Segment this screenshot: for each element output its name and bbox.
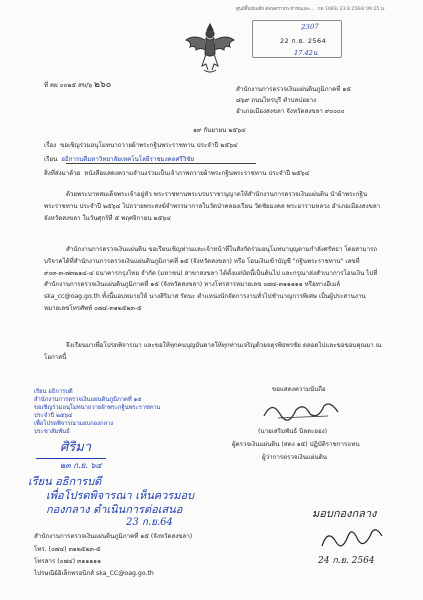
routing-line-6: ประชาสัมพันธ์ bbox=[34, 429, 70, 435]
received-date: 22 ก.ย. 2564 bbox=[280, 37, 327, 45]
signature-closing: ขอแสดงความนับถือ bbox=[272, 386, 326, 393]
recipient-underline bbox=[66, 163, 256, 164]
office-line-2: ๘๖๙ ถนนไทรบุรี ตำบลบ่อยาง bbox=[236, 97, 317, 104]
received-time: 17.42น bbox=[294, 49, 318, 57]
office-line-1: สำนักงานการตรวจเงินแผ่นดินภูมิภาคที่ ๑๕ bbox=[236, 86, 351, 93]
handwritten-date: 23 ก.ย.64 bbox=[126, 517, 173, 528]
routing-line-2: สำนักงานการตรวจเงินแผ่นดินภูมิภาคที่ ๑๕ bbox=[34, 397, 142, 403]
recipient-line: เรียน อธิการบดีมหาวิทยาลัยเทคโนโลยีราชมงคลศรีวิชัย bbox=[44, 156, 195, 163]
signer-title-1: ผู้ตรวจเงินแผ่นดิน (สตง ๑๕) ปฏิบัติราชการแทน bbox=[232, 441, 360, 448]
document-number: ที่ คผ ๐๐๒๕ สข/๖ ๒๖๐ bbox=[44, 80, 112, 90]
footer-office: สำนักงานการตรวจเงินแผ่นดินภูมิภาคที่ ๑๕ (จังหวัดสงขลา) bbox=[34, 533, 193, 540]
received-stamp bbox=[252, 20, 342, 58]
signer-title-2: ผู้ว่าการตรวจเงินแผ่นดิน bbox=[262, 454, 328, 461]
office-line-3: อำเภอเมืองสงขลา จังหวัดสงขลา ๙๐๐๐๐ bbox=[236, 108, 345, 115]
initial-signature: ศิริมา bbox=[60, 440, 92, 455]
handwritten-line-3: กองกลาง ดำเนินการต่อเสนอ bbox=[46, 503, 183, 516]
initial-date: ๒๓ ก.ย. ๖๔ bbox=[60, 461, 102, 470]
top-stamp-text: ศูนย์สิ้นพ้นเสีย ต่อนคราประชาชนและ... กท 1083/ 23.8.2564/ 09:25 น. bbox=[236, 7, 386, 12]
body-paragraph-2: สำนักงานการตรวจเงินแผ่นดิน ขอเรียนเชิญท่านและเจ้าหน้าที่ในสังกัดร่วมอนุโมทนาบุญตามกำลังศรัทธา โดยสามารถบริจาคได้ที่สำนักงานการตรวจเงินแผ่นดินภูมิภาคที่ ๑๕ (จังหวัดสงขลา) หรือ โอนเงินเข้าบัญชี "กฐินพระราชทาน" เลขที่ ๙๐๓-๓-๗๓๒๑๔-๔ ธนาคารกรุงไทย จำกัด (มหาชน) สาขาสงขลา ได้ตั้งแต่บัดนี้เป็นต้นไป และกรุณาส่งสำเนาการโอนเงิน ไปที่สำนักงานการตรวจเงินแผ่นดินภูมิภาคที่ ๑๕ (จังหวัดสงขลา) ทางโทรสารหมายเลข ๐๗๔-๓๑๑๑๑๑ หรือทางอีเมล์ ska_cc@oag.go.th ทั้งนี้มอบหมายให้ นางสิริมาส รัตนะ ตำแหน่งนักจัดการงานทั่วไปชำนาญการพิเศษ เป็นผู้ประสานงาน หมายเลขโทรศัพท์ ๐๗๔-๓๑๒๕๒๓-๕ bbox=[44, 246, 378, 312]
subject-line: เรื่อง ขอเชิญร่วมอนุโมทนาถวายผ้าพระกฐินพระราชทาน ประจำปี ๒๕๖๔ bbox=[44, 142, 238, 149]
hand-assign-text: มอบกองกลาง bbox=[312, 507, 377, 520]
letter-date: ๑๙ กันยายน ๒๕๖๔ bbox=[193, 127, 246, 134]
routing-line-1: เรียน อธิการบดี bbox=[34, 389, 73, 395]
handwritten-line-1: เรียน อธิการบดี bbox=[28, 475, 102, 488]
footer-fax: โทรสาร (๐๗๔) ๓๑๑๑๑๑ bbox=[34, 558, 102, 565]
footer-phone: โทร. (๐๗๔) ๓๑๒๕๒๓-๕ bbox=[34, 546, 101, 553]
routing-line-3: ขอเชิญร่วมอนุโมทนาถวายผ้าพระกฐินพระราชทาน bbox=[34, 405, 161, 411]
garuda-emblem-icon bbox=[184, 20, 236, 76]
routing-line-4: ประจำปี ๒๕๖๔ bbox=[34, 413, 73, 419]
closing-paragraph: จึงเรียนมาเพื่อโปรดพิจารณา และขอให้ทุกคนบุญบันดาลให้ทุกท่านเจริญด้วยจตุรพิธพรชัย ตลอดไปและขอขอบคุณมา ณ โอกาสนี้ bbox=[44, 342, 382, 361]
footer-email: ไปรษณีย์อิเล็กทรอนิกส์ ska_CC@oag.go.th bbox=[34, 570, 154, 577]
handwritten-line-2: เพื่อโปรดพิจารณา เห็นควรมอบ bbox=[46, 489, 195, 502]
attachment-line: สิ่งที่ส่งมาด้วย หนังสือแสดงความจำนงร่วมเป็นเจ้าภาพถวายผ้าพระกฐินพระราชทาน ประจำปี ๒๕๖๔ bbox=[44, 170, 310, 177]
hand-assign-date: 24 ก.ย. 2564 bbox=[318, 556, 375, 566]
officer-signature-icon bbox=[258, 396, 348, 424]
hand-signature-icon bbox=[318, 522, 388, 554]
signer-name: (นายเสริมพันธ์ นิลละออง) bbox=[258, 428, 328, 435]
body-paragraph-1: ด้วยพระบาทสมเด็จพระเจ้าอยู่หัว พระราชทานพระบรมราชานุญาตให้สำนักงานการตรวจเงินแผ่นดิน นำผ้าพระกฐินพระราชทาน ประจำปี ๒๕๖๔ ไปถวายพระสงฆ์จำพรรษากาลในวัดป่าคลองเรียน วัดชัยมงคล พระอารามหลวง อำเภอเมืองสงขลา จังหวัดสงขลา ในวันศุกร์ที่ ๕ พฤศจิกายน ๒๕๖๔ bbox=[44, 191, 381, 222]
routing-line-5: เพื่อโปรดพิจารณามอบกองกลาง bbox=[34, 421, 114, 427]
initial-underline bbox=[36, 458, 106, 459]
received-number: 2307 bbox=[300, 22, 319, 32]
